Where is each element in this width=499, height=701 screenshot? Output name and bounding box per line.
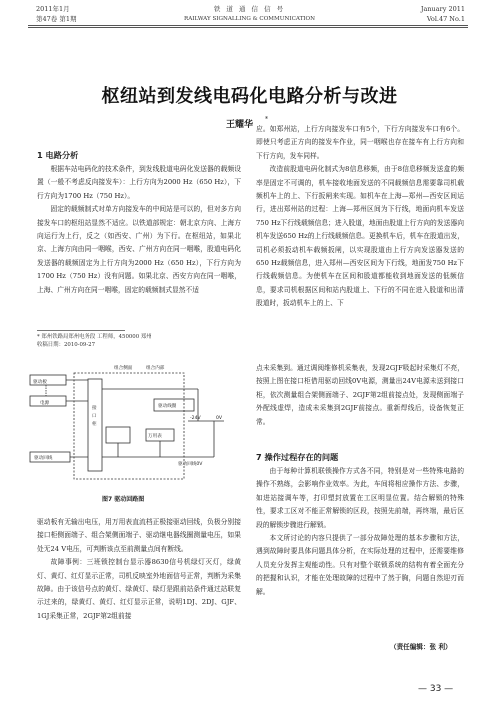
label-combo-inner: 组合内部 — [146, 366, 165, 371]
label-return-line: 驱动回线 — [34, 456, 53, 461]
paragraph: 改造前股道电码化制式为8信息移频，由于8信息移频发送盒的频率是固定不可调的，机车接收地面发送的不同载频信息需要靠司机载频机车上的上、下行扳闸来实现。如机车在上海—郑州—西安区间运行，进出郑州站的过程：上海—郑州区间为下行线，地面向机车发送750 Hz下行线载频信息；进入股道，地面由股道上行方向的发送器向机车发送650 Hz的上行线载频信息。更换机车后，机车在股道出发，司机必须扳动机车载频扳闸，以实现股道由上行方向发送器发送的650 Hz载频信息，进入郑州—西安区间为下行线，地面发750 Hz下行线载频信息。为使机车在区间和股道都能收到地面发送的低频信息，要求司机根据区间和站内股道上、下行的不同在进入股道和出清股道时，扳动机车上的上、下 — [256, 165, 464, 308]
header-volume-cn: 第47卷 第1期 — [36, 15, 77, 23]
label-return-line-0v: 驱动回线0V — [178, 462, 203, 467]
label-multimeter: 万用表 — [148, 434, 162, 439]
header-rule — [28, 25, 468, 26]
paragraph: 固定的载频制式对单方向接发车的中间站是可以的，但对多方向接发车口的枢纽站显然不适应。以铁道部规定：朝北京方向、上海方向运行为上行，反之（如西安、广州）为下行。在枢纽站，如果北京、上海方向由同一咽喉，西安、广州方向在同一咽喉，股道电码化发送器的载频固定为上行方向为2000 Hz（650 Hz），下行方向为1700 Hz（750 Hz）没有问题。如果北京、西安方向在同一咽喉，上海、广州方向在同一咽喉，固定的载频制式显然不适 — [37, 205, 241, 294]
right-column-lower — [256, 465, 464, 599]
paragraph: 故障事例：三班锁控制台显示器8630信号机绿灯灭灯，绿黄灯、黄灯、红灯显示正常，司机反映室外地面信号正常，判断为采集故障。由于该信号点的黄灯、绿黄灯、绿灯是跟前站条件通过站联复示过来的，绿黄灯、黄灯、红灯显示正常，说明1DJ、2DJ、GJF、1GJ采集正常，2GJF第2组前接 — [37, 558, 241, 620]
label-interface-cabinet-3: 柜 — [92, 422, 97, 427]
figure-caption: 图7 驱动回路图 — [102, 496, 145, 503]
footnote-received-date: 收稿日期：2010-09-27 — [37, 342, 96, 348]
page-number: — 33 — — [418, 684, 454, 694]
drive-circuit-figure — [28, 359, 252, 485]
section-heading-7: 7 操作过程存在的问题 — [256, 452, 339, 462]
header-volume-en: Vol.47 No.1 — [426, 15, 465, 23]
author-footnote-mark: * — [265, 116, 268, 123]
footnote-affiliation: * 郑州铁路局郑州电务段 工程师，450000 郑州 — [37, 334, 152, 340]
footnote-rule — [37, 330, 125, 331]
section-heading-1: 1 电路分析 — [37, 150, 79, 160]
right-column-middle — [256, 362, 464, 429]
editor-credit: （责任编辑：张 利） — [390, 643, 452, 651]
paragraph: 由于每种计算机联锁操作方式各不同，特别是对一些特殊电路的操作不熟练，会影响作业效率。为此，车间将相应操作方法、步骤，如进站接调车等，打印塑封放置在工区明显位置。结合解锁的特殊性，要求工区对不能正常解锁的区段，按照先前端，再终端，最后区段的解锁步骤进行解锁。 — [256, 467, 464, 529]
paragraph: 根据车站电码化的技术条件，到发线股道电码化发送器的载频设置（一般不考虑反向接发车）：上行方向为2000 Hz（650 Hz），下行方向为1700 Hz（750 Hz）。 — [37, 165, 241, 200]
header-rule-2 — [28, 27, 468, 28]
left-column-upper — [37, 146, 241, 297]
author-name: 王耀华 — [226, 120, 254, 130]
label-interface-cabinet-1: 接 — [92, 406, 97, 411]
label-interface-cabinet-2: 口 — [92, 414, 97, 419]
header-date-en: January 2011 — [420, 5, 465, 13]
paragraph: 驱动板有无输出电压，用万用表直流档正极接驱动回线，负极分别接接口柜侧面端子、组合架侧面端子、驱动继电器线圈测量电压，如果处无24 V电压，可判断该点至前测量点间有断线。 — [37, 518, 241, 553]
label-drive-coil: 驱动线圈 — [158, 404, 177, 409]
left-column-lower — [37, 516, 241, 623]
paragraph: 点未采集到。通过调阅维修机采集表，发现2GJF吸起时采集灯不亮，按照上图在接口柜借用驱动回线0V电源，测量出24V电源未送到接口柜，依次测量组合架侧面端子、2GJF第2组前接点处，发现侧面端子外配线虚焊，造成未采集到2GJF前接点。重新焊线后，设备恢复正常。 — [256, 364, 464, 426]
label-24v: -24V — [190, 416, 201, 421]
label-combo-side: 组合侧面 — [114, 366, 133, 371]
paragraph: 应。如郑州站，上行方向接发车口有5个，下行方向接发车口有6个。即使只考虑正方向的接发车作业，同一咽喉也存在接车有上行方向和下行方向，发车同样。 — [256, 125, 464, 160]
label-0v: 0V — [216, 416, 223, 421]
right-column-upper — [256, 123, 464, 311]
header-journal-cn: 铁 道 通 信 信 号 — [213, 5, 286, 13]
article-title: 枢纽站到发线电码化电路分析与改进 — [101, 86, 398, 107]
paragraph: 本文所讨论的内容只提供了一部分故障处理的基本步骤和方法，遇到故障时要具体问题具体分析，在实际处理的过程中，还需要维修人员充分发挥主观能动性。只有对整个联锁系统的结构有着全面充分的把握和认识，才能在处理故障的过程中了然于胸，问题自然迎刃而解。 — [256, 534, 464, 596]
label-drive-board: 驱动板 — [33, 380, 47, 385]
label-power: 电源 — [40, 401, 50, 406]
header-date-cn: 2011年1月 — [36, 5, 70, 13]
header-journal-en: RAILWAY SIGNALLING & COMMUNICATION — [184, 16, 315, 22]
drive-circuit-diagram — [28, 359, 252, 485]
